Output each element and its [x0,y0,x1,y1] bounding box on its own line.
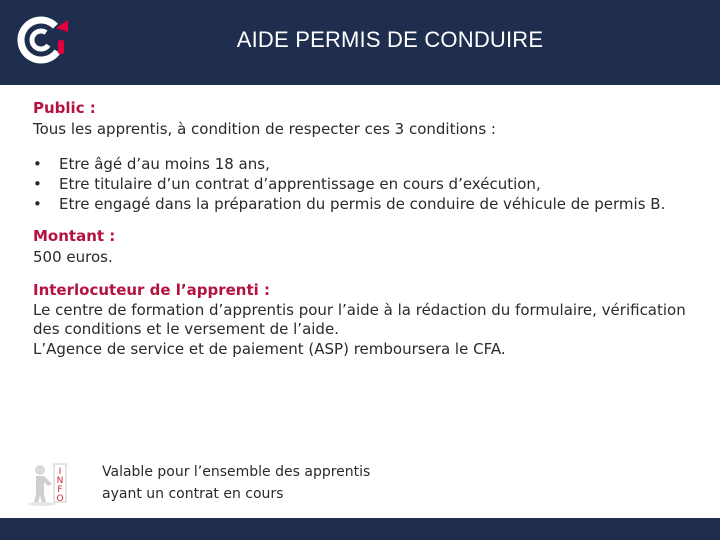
public-intro: Tous les apprentis, à condition de respecter ces 3 conditions : [33,120,496,138]
montant-label: Montant : [33,227,116,245]
bullet-icon: • [33,155,42,173]
svg-text:O: O [56,494,64,504]
interlocuteur-asp: L’Agence de service et de paiement (ASP) remboursera le CFA. [33,340,506,358]
bullet-icon: • [33,175,42,193]
interlocuteur-label: Interlocuteur de l’apprenti : [33,281,271,299]
footer-bar [0,518,720,540]
list-item: • Etre titulaire d’un contrat d’apprentissage en cours d’exécution, [33,175,541,193]
bullet-icon: • [33,195,42,213]
svg-text:N: N [56,476,64,486]
montant-value: 500 euros. [33,248,113,266]
info-note [24,458,404,508]
list-item: • Etre engagé dans la préparation du permis de conduire de véhicule de permis B. [33,195,666,213]
svg-text:F: F [57,485,63,495]
public-label: Public : [33,99,96,117]
info-line-1: Valable pour l’ensemble des apprentis [102,464,371,480]
conditions-list [33,154,693,214]
page-title: AIDE PERMIS DE CONDUIRE [236,27,544,52]
svg-text:I: I [58,467,62,477]
interlocuteur-text: Le centre de formation d’apprentis pour l’aide à la rédaction du formulaire, vérification des conditions et le versement de l’aide. [33,301,686,338]
main-content [33,98,693,360]
info-line-2: ayant un contrat en cours [102,486,284,502]
info-text [102,461,370,505]
info-figure-icon [24,460,70,506]
header-bar [0,0,720,85]
list-item: • Etre âgé d’au moins 18 ans, [33,155,270,173]
